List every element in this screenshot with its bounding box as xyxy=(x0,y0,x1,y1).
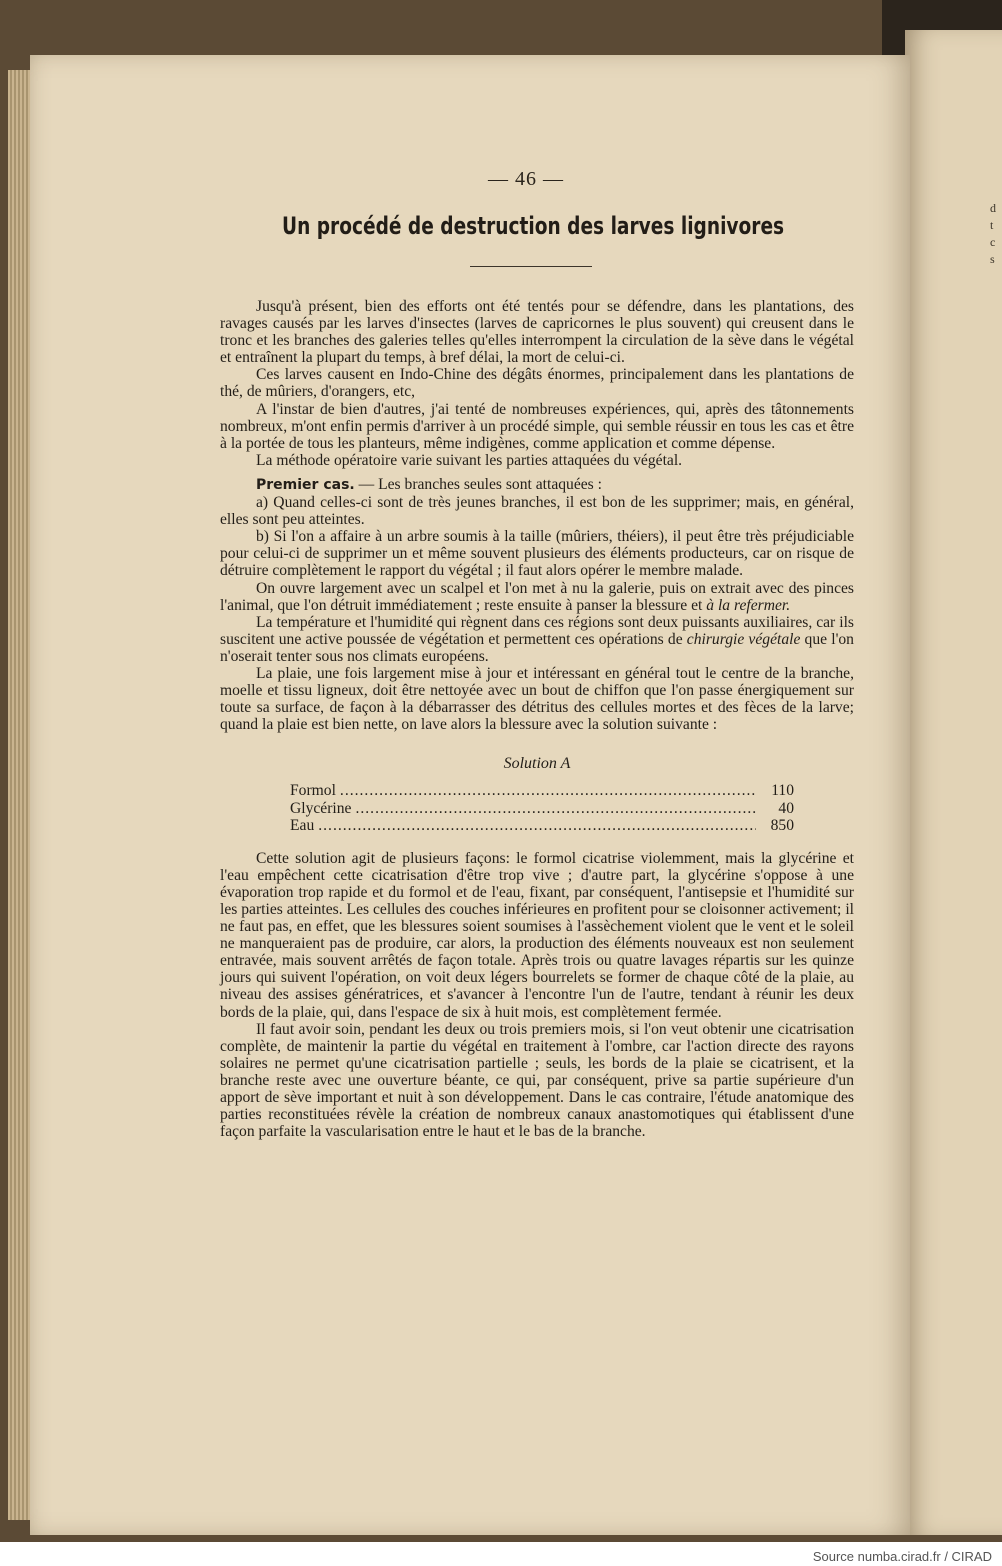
leader-dots xyxy=(318,817,756,834)
paragraph: Jusqu'à présent, bien des efforts ont été tentés pour se défendre, dans les plantations, des ravages causés par les larves d'insectes (larves de capricornes le plus souvent) qui creusent dans le tronc et les branches des galeries telles qu'elles interrompent la circulation de la sève dans le végétal et entraînent la plupart du temps, à bref délai, la mort de celui-ci. xyxy=(220,298,854,367)
paragraph: On ouvre largement avec un scalpel et l'on met à nu la galerie, puis on extrait avec des pinces l'animal, que l'on détruit immédiatement ; reste ensuite à panser la blessure et à la refermer. xyxy=(220,579,854,614)
recipe-row xyxy=(290,782,794,799)
paragraph: Il faut avoir soin, pendant les deux ou trois premiers mois, si l'on veut obtenir une cicatrisation complète, de maintenir la partie du végétal en traitement à l'ombre, car l'action directe des rayons solaires ne permet qu'une cicatrisation partielle ; seuls, les bords de la plaie se cicatrisent, et la branche reste avec une ouverture béante, ce qui, par conséquent, prive sa partie supérieure d'un apport de sève important et nuit à son développement. Dans le cas contraire, l'étude anatomique des parties reconstituées révèle la création de nombreux canaux anastomotiques qui établissent d'une façon parfaite la vascularisation entre le haut et le bas de la branche. xyxy=(220,1020,854,1141)
page-title: Un procédé de destruction des larves lignivores xyxy=(282,212,785,240)
ingredient-name: Formol xyxy=(290,782,336,800)
recipe-row xyxy=(290,817,794,834)
page-number: — 46 — xyxy=(488,168,564,190)
paragraph: Ces larves causent en Indo-Chine des dégâts énormes, principalement dans les plantations de thé, de mûriers, d'orangers, etc, xyxy=(220,366,854,401)
adjacent-page-text: d t c s xyxy=(990,201,996,266)
article-body xyxy=(220,298,854,1140)
paragraph: La méthode opératoire varie suivant les parties attaquées du végétal. xyxy=(256,451,683,469)
paragraph: La plaie, une fois largement mise à jour et intéressant en général tout le centre de la branche, moelle et tissu ligneux, doit être nettoyée avec un bout de chiffon que l'on passe énergiquement sur toute sa surface, de façon à la débarrasser des détritus des cellules mortes et des fèces de la larve; quand la plaie est bien nette, on lave alors la blessure avec la solution suivante : xyxy=(220,664,854,734)
solution-recipe xyxy=(290,782,794,833)
paragraph: a) Quand celles-ci sont de très jeunes branches, il est bon de les supprimer; mais, en général, elles sont peu atteintes. xyxy=(220,494,854,529)
case-text: — Les branches seules sont attaquées : xyxy=(354,475,602,493)
emphasis: chirurgie végétale xyxy=(686,630,801,648)
leader-dots xyxy=(340,782,756,799)
paragraph: Cette solution agit de plusieurs façons: le formol cicatrise violemment, mais la glycérine et l'eau empêchent cette cicatrisation d'être trop vive ; d'autre part, la glycérine s'oppose à une évaporation trop rapide et du formol et de l'eau, fixant, par conséquent, l'antisepsie et l'humidité sur les parties atteintes. Les cellules des couches inférieures en profitent pour se cloisonner activement; il ne faut pas, en effet, que les blessures soient soumises à l'assèchement violent que le vent et le soleil ne manqueraient pas de produire, car alors, la production des éléments nouveaux est non seulement entravée, mais souvent arrêtés de façon totale. Après trois ou quatre lavages répartis sur les quinze jours qui suivent l'opération, on voit deux légers bourrelets se former de chaque côté de la plaie, au niveau des assises génératrices, et s'avancer à l'encontre l'un de l'autre, tendant à réunir les deux bords de la plaie, qui, dans l'espace de six à huit mois, est complètement fermée. xyxy=(220,849,854,1021)
ingredient-qty: 850 xyxy=(770,816,794,834)
title-rule xyxy=(470,266,592,267)
recipe-row xyxy=(290,800,794,817)
case-heading xyxy=(220,476,854,494)
source-credit: Source numba.cirad.fr / CIRAD xyxy=(812,1549,992,1564)
paragraph: b) Si l'on a affaire à un arbre soumis à la taille (mûriers, théiers), il peut être très préjudiciable pour celui-ci de supprimer un et même souvent plusieurs des éléments producteurs, car on risque de détruire complètement le rapport du végétal ; il faut alors opérer le membre malade. xyxy=(220,528,854,580)
ingredient-qty: 110 xyxy=(771,782,794,800)
solution-title: Solution A xyxy=(503,755,571,773)
ingredient-name: Glycérine xyxy=(290,799,352,817)
adjacent-page xyxy=(905,30,1002,1535)
leader-dots xyxy=(355,800,756,817)
case-label: Premier cas. xyxy=(256,476,355,493)
ingredient-name: Eau xyxy=(290,816,315,834)
ingredient-qty: 40 xyxy=(778,799,794,817)
paragraph: La température et l'humidité qui règnent dans ces régions sont deux puissants auxiliaires, car ils suscitent une active poussée de végétation et permettent ces opérations de chirurgie végétale que l'on n'oserait tenter sous nos climats européens. xyxy=(220,613,854,665)
paragraph: A l'instar de bien d'autres, j'ai tenté de nombreuses expériences, qui, après des tâtonnements nombreux, m'ont enfin permis d'arriver à un procédé simple, qui semble réussir en tous les cas et être à la portée de tous les planteurs, même indigènes, comme application et comme dépense. xyxy=(220,400,854,452)
emphasis: à la refermer. xyxy=(706,596,791,614)
